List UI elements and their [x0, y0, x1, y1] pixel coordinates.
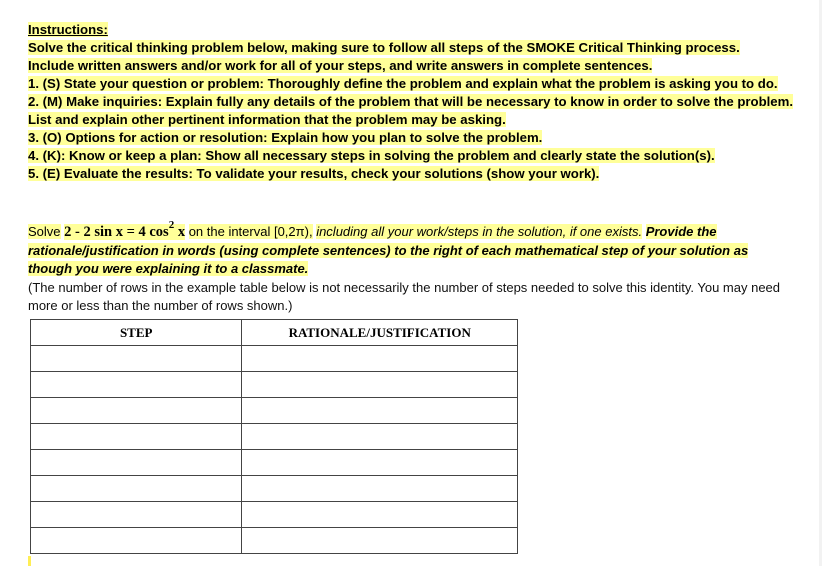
table-row: [31, 398, 518, 424]
step-cell[interactable]: [31, 450, 242, 476]
rationale-cell[interactable]: [242, 346, 518, 372]
table-row: [31, 476, 518, 502]
instructions-block: [28, 21, 808, 183]
table-row: [31, 450, 518, 476]
step-cell[interactable]: [31, 372, 242, 398]
cropped-previous-text: [0, 0, 822, 3]
rationale-cell[interactable]: [242, 450, 518, 476]
instruction-line-m: 2. (M) Make inquiries: Explain fully any details of the problem that will be necessary to know in order to solve the problem. List and explain other pertinent information that the problem may be asking.: [28, 94, 794, 127]
problem-equation: 2 - 2 sin x = 4 $\cos^2 x$: [64, 219, 186, 240]
problem-block: [28, 219, 788, 316]
rationale-cell[interactable]: [242, 424, 518, 450]
rationale-cell[interactable]: [242, 528, 518, 554]
table-header-row: [31, 320, 518, 346]
instruction-line-s: 1. (S) State your question or problem: Thoroughly define the problem and explain what the problem is asking you to do.: [28, 76, 778, 91]
step-cell[interactable]: [31, 502, 242, 528]
table-row: [31, 346, 518, 372]
rationale-cell[interactable]: [242, 476, 518, 502]
rationale-column-header: RATIONALE/JUSTIFICATION: [242, 320, 518, 346]
steps-table: [30, 319, 518, 554]
problem-rationale-instruction: Provide the rationale/justification in words (using complete sentences) to the right of each mathematical step of your solution as though you were explaining it to a classmate.: [28, 224, 749, 276]
step-cell[interactable]: [31, 346, 242, 372]
instruction-line-o: 3. (O) Options for action or resolution: Explain how you plan to solve the problem.: [28, 130, 543, 145]
step-cell[interactable]: [31, 398, 242, 424]
step-cell[interactable]: [31, 528, 242, 554]
problem-table-note: (The number of rows in the example table below is not necessarily the number of steps needed to solve this identity. You may need more or less than the number of rows shown.): [28, 279, 781, 313]
rationale-cell[interactable]: [242, 502, 518, 528]
instructions-heading: Instructions:: [28, 22, 108, 37]
instruction-line: Solve the critical thinking problem below, making sure to follow all steps of the SMOKE Critical Thinking process.: [28, 40, 740, 55]
table-row: [31, 424, 518, 450]
step-column-header: STEP: [31, 320, 242, 346]
problem-solve-word: Solve: [28, 224, 61, 239]
instruction-line-e: 5. (E) Evaluate the results: To validate your results, check your solutions (show your work).: [28, 166, 600, 181]
rationale-cell[interactable]: [242, 372, 518, 398]
step-cell[interactable]: [31, 476, 242, 502]
problem-interval: on the interval [0,2π),: [188, 224, 313, 239]
table-row: [31, 528, 518, 554]
problem-italic-note: including all your work/steps in the solution, if one exists.: [316, 224, 643, 239]
table-row: [31, 502, 518, 528]
table-row: [31, 372, 518, 398]
step-cell[interactable]: [31, 424, 242, 450]
rationale-cell[interactable]: [242, 398, 518, 424]
highlight-margin-mark: [28, 556, 31, 566]
instruction-line-k: 4. (K): Know or keep a plan: Show all necessary steps in solving the problem and clearly state the solution(s).: [28, 148, 715, 163]
instruction-line: Include written answers and/or work for all of your steps, and write answers in complete sentences.: [28, 58, 653, 73]
